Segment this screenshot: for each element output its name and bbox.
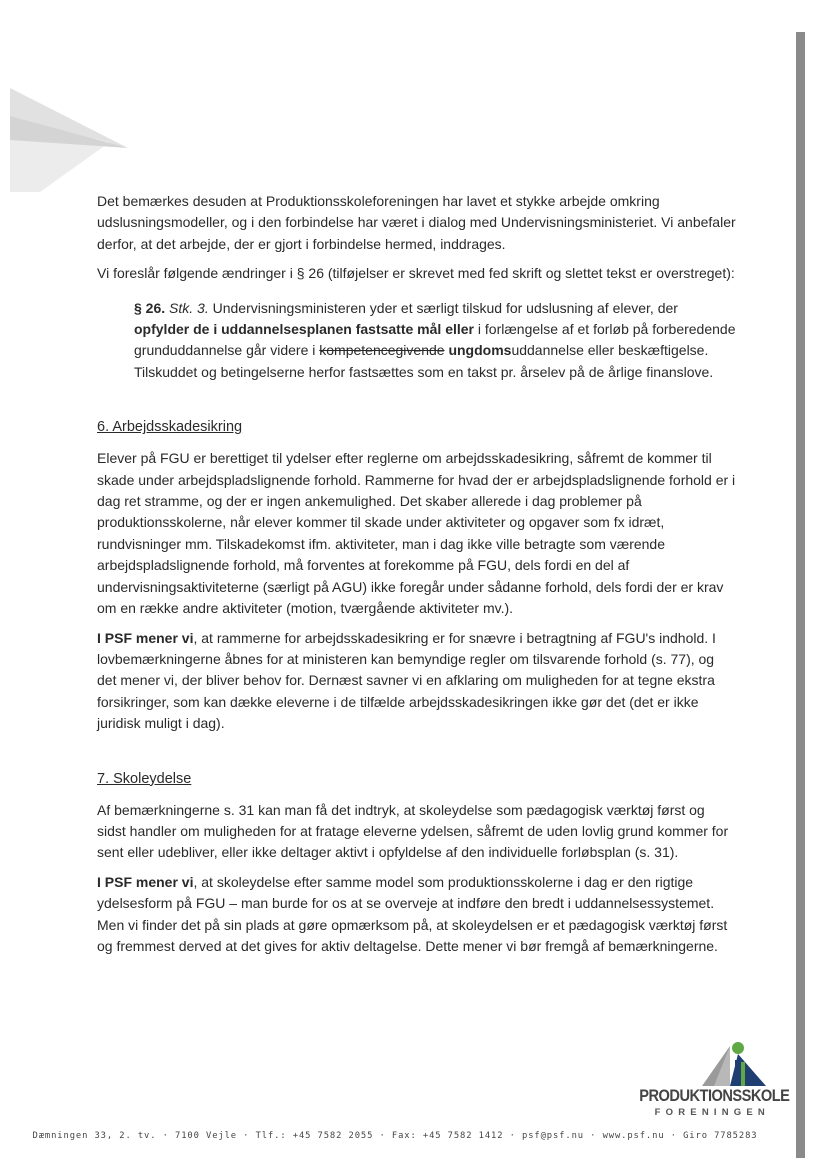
logo-name: PRODUKTIONSSKOLE xyxy=(639,1086,790,1105)
stk-ref: Stk. 3. xyxy=(169,299,209,316)
section-7-heading: 7. Skoleydelse xyxy=(97,770,192,787)
section-6-heading: 6. Arbejdsskadesikring xyxy=(97,419,243,436)
intro-paragraph-2: Vi foreslår følgende ændringer i § 26 (tilføjelser er skrevet med fed skrift og slettet tekst er overstreget): xyxy=(97,265,735,282)
section-7-opinion-lead: I PSF mener vi xyxy=(97,873,194,890)
section-7-paragraph-2 xyxy=(97,872,737,958)
amendment-text-1: Undervisningsministeren yder et særligt tilskud for udslusning af elever, der xyxy=(212,299,678,316)
amendment-text-3: uddannelse eller beskæftigelse. Tilskuddet og betingelserne herfor fastsættes som en takst pr. årselev på de årlige finanslove. xyxy=(134,342,714,380)
section-6-opinion-text: , at rammerne for arbejdsskadesikring er for snævre i betragtning af FGU's indhold. I lovbemærkningerne åbnes for at ministeren kan bemyndige regler om tilsvarende forhold (s. 77), og det mener vi, der bliver behov for. Dernæst savner vi en afklaring om muligheden for at tegne ekstra forsikringer, som kan dække eleverne i de tilfælde arbejdsskadesikringen ikke gør det (det er ikke juridisk muligt i dag). xyxy=(97,629,716,732)
psf-logo xyxy=(618,1040,790,1122)
document-body xyxy=(97,191,737,965)
footer-contact: Dæmningen 33, 2. tv. · 7100 Vejle · Tlf.: +45 7582 2055 · Fax: +45 7582 1412 · psf@psf.nu · www.psf.nu · Giro 7785283 xyxy=(32,1131,758,1141)
corner-decoration xyxy=(0,80,140,200)
section-6-paragraph-2 xyxy=(97,628,737,735)
section-7-opinion-text: , at skoleydelse efter samme model som produktionsskolerne i dag er den rigtige ydelsesform på FGU – man burde for os at se overveje at indføre den bredt i uddannelsessystemet. Men vi finder det på sin plads at gøre opmærksom på, at skoleydelsen er et pædagogisk værktøj først og fremmest derved at det gives for aktiv deltagelse. Dette mener vi bør fremgå af bemærkningerne. xyxy=(97,873,728,954)
amendment-addition-1: opfylder de i uddannelsesplanen fastsatte mål eller xyxy=(134,321,474,338)
logo-triangle-icon xyxy=(700,1040,772,1086)
section-7-paragraph-1: Af bemærkningerne s. 31 kan man få det indtryk, at skoleydelse som pædagogisk værktøj først og sidst handler om muligheden for at fratage eleverne ydelsen, såfremt de uden lovlig grund kommer for sent eller udebliver, eller ikke deltager aktivt i opfyldelse af den individuelle forløbsplan (s. 31). xyxy=(97,801,729,861)
amendment-text xyxy=(134,298,737,384)
amendment-deletion: kompetencegivende xyxy=(319,342,445,359)
amendment-addition-2: ungdoms xyxy=(448,342,512,359)
logo-subtitle: FORENINGEN xyxy=(654,1107,770,1118)
section-6-opinion-lead: I PSF mener vi xyxy=(97,629,194,646)
intro-paragraph-1: Det bemærkes desuden at Produktionsskoleforeningen har lavet et stykke arbejde omkring udslusningsmodeller, og i den forbindelse har været i dialog med Undervisningsministeriet. Vi anbefaler derfor, at det arbejde, der er gjort i forbindelse hermed, inddrages. xyxy=(97,193,736,252)
amendment-text-2: i forlængelse af et forløb på forberedende grunduddannelse går videre i xyxy=(134,321,736,359)
paragraph-ref: § 26. xyxy=(134,299,166,316)
section-6-paragraph-1: Elever på FGU er berettiget til ydelser efter reglerne om arbejdsskadesikring, såfremt de kommer til skade under arbejdspladslignende forhold. Rammerne for hvad der er arbejdspladslignende forhold er i dag ret stramme, og der er ingen ankemulighed. Det skaber allerede i dag problemer på produktionsskolerne, når elever kommer til skade under aktiviteter og opgaver som fx idræt, rundvisninger mm. Tilskadekomst ifm. aktiviteter, man i dag ikke ville betragte som værende arbejdspladslignende forhold, må forventes at forekomme på FGU, dels fordi en del af undervisningsaktiviteterne (særligt på AGU) ikke foregår under sådanne forhold, dels fordi der er krav om en række andre aktiviteter (motion, tværgående aktiviteter mv.). xyxy=(97,450,736,617)
page-edge-bar xyxy=(796,32,805,1158)
